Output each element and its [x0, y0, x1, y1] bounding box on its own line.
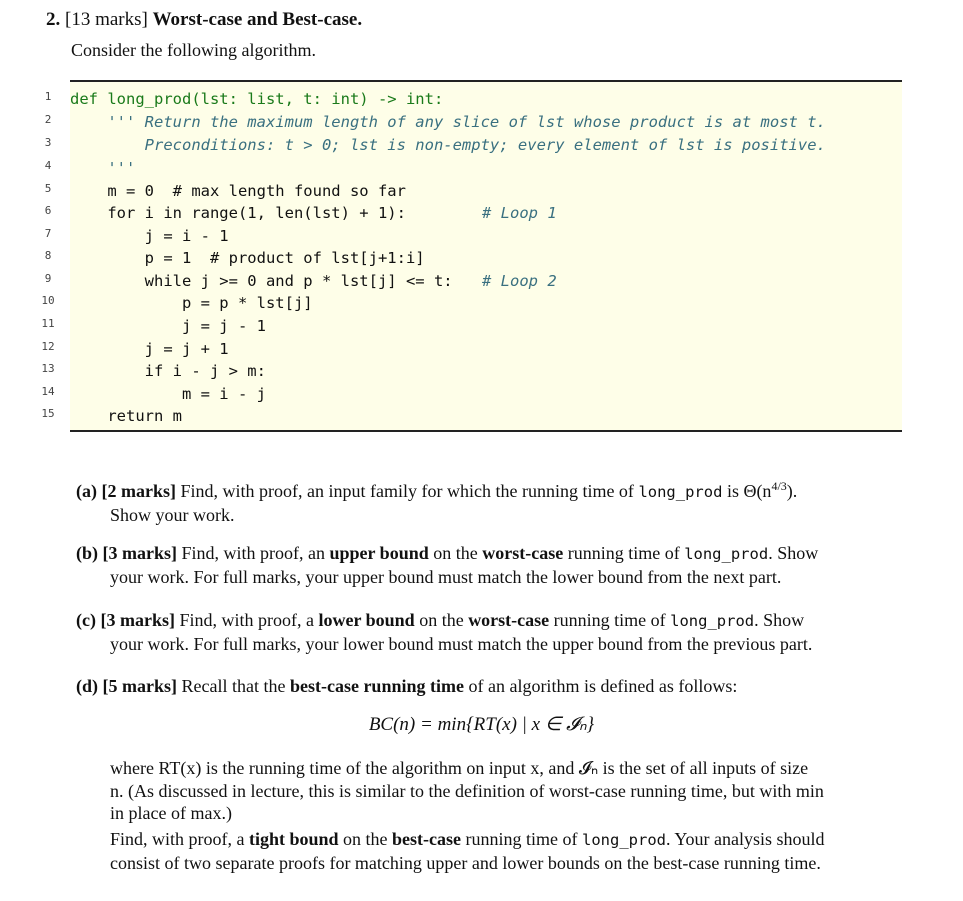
part-a-func: long_prod — [638, 483, 723, 501]
question-title: Worst-case and Best-case. — [152, 9, 363, 30]
part-b-bold1: upper bound — [329, 543, 429, 563]
part-b-text3: running time of — [567, 543, 680, 563]
part-b-label: (b) — [76, 543, 98, 563]
question-intro: Consider the following algorithm. — [71, 40, 316, 60]
code-line: Preconditions: t > 0; lst is non-empty; every element of lst is positive. — [70, 136, 826, 154]
code-line: return m — [70, 407, 182, 425]
part-c-func: long_prod — [670, 612, 755, 630]
code-text: def long_prod(lst: list, t: int) -> int: — [70, 90, 444, 108]
line-number: 3 — [44, 136, 52, 149]
line-number: 10 — [41, 294, 55, 307]
part-d-p1-line: where RT(x) is the running time of the algorithm on input x, and 𝓘ₙ is the set of all inputs of size — [110, 758, 809, 778]
line-number: 8 — [44, 249, 52, 262]
code-line: m = 0 # max length found so far — [70, 182, 406, 200]
code-line — [70, 88, 443, 110]
part-b-bold2: worst-case — [482, 543, 564, 563]
line-number: 4 — [44, 159, 52, 172]
line-number: 9 — [44, 272, 52, 285]
part-a-text2: is Θ(n — [726, 481, 772, 501]
part-b-line2: your work. For full marks, your upper bound must match the lower bound from the next part. — [110, 567, 782, 587]
question-marks: [13 marks] — [65, 9, 148, 30]
part-d-p2-func: long_prod — [582, 831, 667, 849]
loop1-comment: # Loop 1 — [482, 204, 557, 222]
part-c-text3: running time of — [553, 610, 666, 630]
part-d-p1-line: n. (As discussed in lecture, this is similar to the definition of worst-case running time, but with min — [110, 780, 824, 801]
part-d-bold1: best-case running time — [289, 676, 464, 696]
code-line: j = j + 1 — [70, 340, 229, 358]
part-c — [76, 609, 906, 656]
part-b-text4: . Show — [768, 543, 819, 563]
code-line: p = 1 # product of lst[j+1:i] — [70, 249, 425, 267]
part-d-label: (d) — [76, 676, 98, 696]
part-a-exp: 4/3 — [771, 479, 787, 493]
line-number: 11 — [41, 317, 55, 330]
part-a-line1 — [76, 475, 906, 504]
question-heading — [46, 9, 362, 31]
part-d-marks: [5 marks] — [102, 676, 177, 696]
code-line: j = j - 1 — [70, 317, 266, 335]
part-c-label: (c) — [76, 610, 96, 630]
question-number: 2. — [46, 9, 61, 30]
line-number: 6 — [44, 204, 52, 217]
part-d-line1 — [76, 675, 906, 698]
part-a-label: (a) — [76, 481, 97, 501]
line-number: 1 — [44, 90, 52, 103]
part-d-p2-text2: on the — [343, 829, 388, 849]
best-case-formula: BC(n) = min{RT(x) | x ∈ 𝓘ₙ} — [368, 714, 595, 735]
part-c-bold1: lower bound — [318, 610, 415, 630]
code-listing — [70, 80, 902, 432]
line-number: 2 — [44, 113, 52, 126]
line-number: 14 — [41, 385, 55, 398]
part-d-p2-line1 — [110, 828, 905, 852]
part-c-marks: [3 marks] — [100, 610, 175, 630]
line-number: 13 — [41, 362, 55, 375]
part-b — [76, 542, 906, 589]
part-d-text: Recall that the — [181, 676, 286, 696]
code-line: ''' — [70, 159, 136, 177]
loop2-comment: # Loop 2 — [482, 272, 557, 290]
part-a — [76, 475, 906, 527]
part-d-paragraph1 — [110, 757, 905, 825]
part-b-marks: [3 marks] — [102, 543, 177, 563]
part-d-p2-text3: running time of — [465, 829, 578, 849]
code-line: if i - j > m: — [70, 362, 266, 380]
part-c-text4: . Show — [754, 610, 805, 630]
part-d-p2-text: Find, with proof, a — [110, 829, 245, 849]
part-a-text: Find, with proof, an input family for which the running time of — [180, 481, 634, 501]
line-number: 12 — [41, 340, 55, 353]
part-d-p2-text4: . Your analysis should — [666, 829, 825, 849]
code-line: ''' Return the maximum length of any slice of lst whose product is at most t. — [70, 113, 826, 131]
code-line: m = i - j — [70, 385, 266, 403]
part-a-text3: ). — [786, 481, 798, 501]
part-c-bold2: worst-case — [468, 610, 550, 630]
part-b-line1 — [76, 542, 906, 566]
part-b-text: Find, with proof, an — [181, 543, 325, 563]
part-b-text2: on the — [433, 543, 478, 563]
code-line: for i in range(1, len(lst) + 1): — [70, 204, 406, 222]
line-number: 5 — [44, 182, 52, 195]
part-d — [76, 675, 906, 698]
part-c-line2: your work. For full marks, your lower bound must match the upper bound from the previous part. — [110, 634, 813, 654]
part-d-p2-bold1: tight bound — [249, 829, 339, 849]
code-line: j = i - 1 — [70, 227, 229, 245]
code-line: p = p * lst[j] — [70, 294, 313, 312]
part-a-line2: Show your work. — [110, 505, 235, 525]
part-c-line1 — [76, 609, 906, 633]
part-c-text: Find, with proof, a — [179, 610, 314, 630]
code-line: while j >= 0 and p * lst[j] <= t: — [70, 272, 453, 290]
line-number: 15 — [41, 407, 55, 420]
part-d-p1-line: in place of max.) — [110, 803, 232, 823]
part-d-paragraph2 — [110, 828, 905, 874]
part-b-func: long_prod — [684, 545, 769, 563]
line-number: 7 — [44, 227, 52, 240]
part-a-marks: [2 marks] — [101, 481, 176, 501]
part-d-p2-line2: consist of two separate proofs for matching upper and lower bounds on the best-case running time. — [110, 852, 821, 873]
part-d-p2-bold2: best-case — [392, 829, 462, 849]
part-c-text2: on the — [419, 610, 464, 630]
part-d-text2: of an algorithm is defined as follows: — [468, 676, 738, 696]
